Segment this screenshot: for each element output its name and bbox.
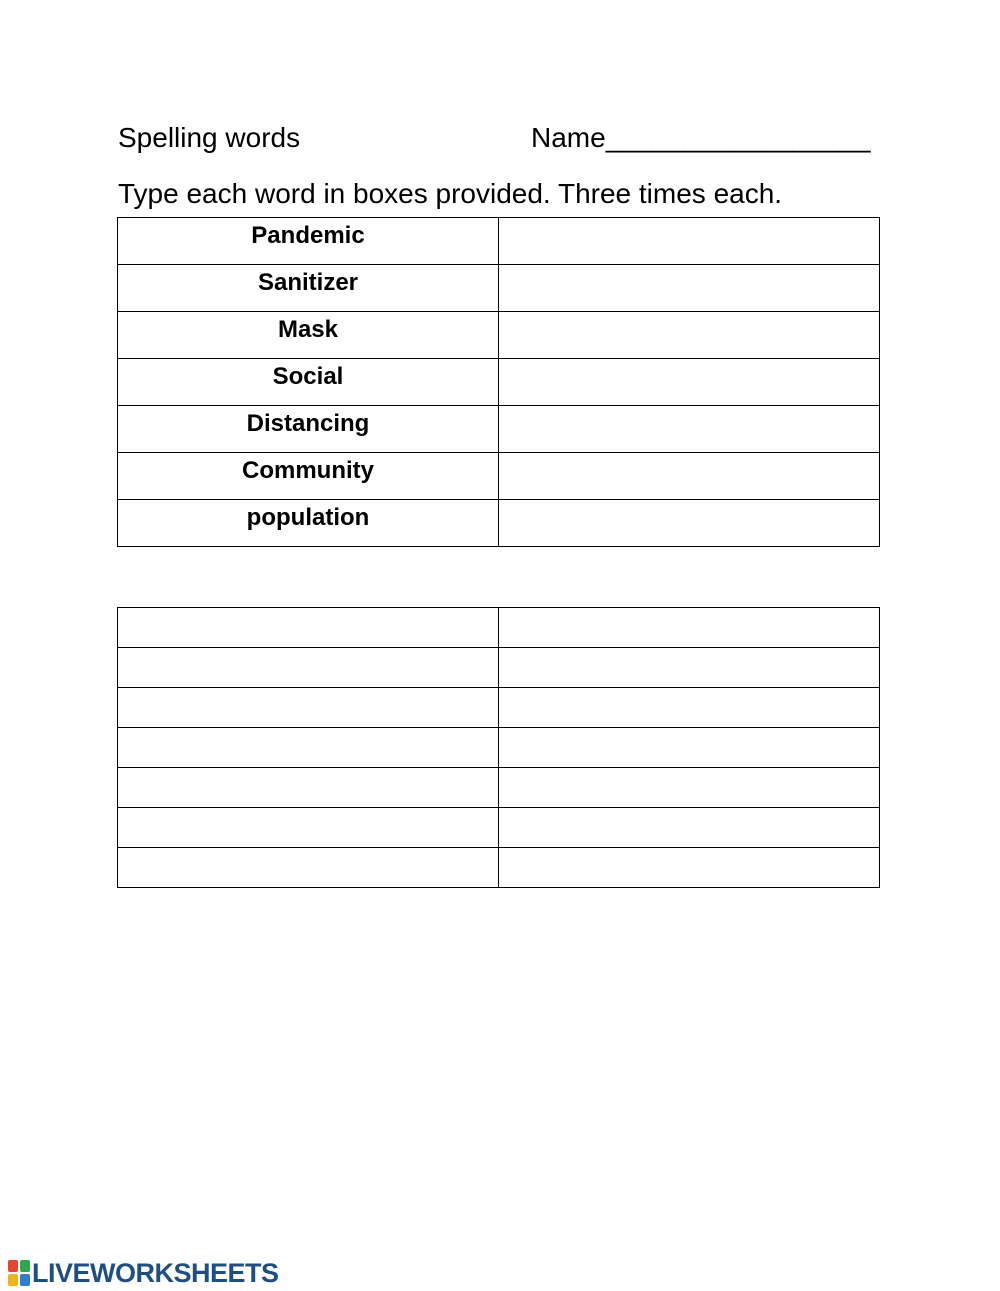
answer-box[interactable] xyxy=(499,808,880,848)
table-row xyxy=(118,500,880,547)
spelling-word: Distancing xyxy=(118,406,499,453)
table-row xyxy=(118,453,880,500)
answer-box[interactable] xyxy=(118,728,499,768)
liveworksheets-mark-icon xyxy=(8,1260,30,1286)
worksheet-header xyxy=(118,118,898,158)
answer-box[interactable] xyxy=(499,648,880,688)
answer-box[interactable] xyxy=(499,688,880,728)
table-row xyxy=(118,406,880,453)
table-row xyxy=(118,768,880,808)
worksheet-title: Spelling words xyxy=(118,122,301,153)
table-row xyxy=(118,218,880,265)
answer-box[interactable] xyxy=(499,359,880,406)
brand-name: LIVEWORKSHEETS xyxy=(32,1257,279,1288)
spelling-words-table xyxy=(117,217,880,547)
answer-box[interactable] xyxy=(499,312,880,359)
instructions-text: Type each word in boxes provided. Three times each. xyxy=(118,178,783,209)
table-row xyxy=(118,648,880,688)
spelling-word: population xyxy=(118,500,499,547)
table-row xyxy=(118,265,880,312)
answer-box[interactable] xyxy=(499,218,880,265)
answer-box[interactable] xyxy=(118,648,499,688)
answer-box[interactable] xyxy=(499,728,880,768)
answer-box[interactable] xyxy=(118,768,499,808)
answer-box[interactable] xyxy=(499,768,880,808)
answer-box[interactable] xyxy=(118,808,499,848)
spelling-word: Social xyxy=(118,359,499,406)
spelling-word: Mask xyxy=(118,312,499,359)
answer-box[interactable] xyxy=(499,406,880,453)
answer-box[interactable] xyxy=(118,848,499,888)
table-row xyxy=(118,848,880,888)
answer-box[interactable] xyxy=(499,453,880,500)
table-row xyxy=(118,808,880,848)
answer-box[interactable] xyxy=(499,500,880,547)
table-row xyxy=(118,312,880,359)
spelling-word: Pandemic xyxy=(118,218,499,265)
name-field-label: Name_________________ xyxy=(531,122,871,153)
table-row xyxy=(118,359,880,406)
spelling-word: Sanitizer xyxy=(118,265,499,312)
answer-box[interactable] xyxy=(118,608,499,648)
answer-box[interactable] xyxy=(499,265,880,312)
spelling-word: Community xyxy=(118,453,499,500)
practice-table xyxy=(117,607,880,888)
table-row xyxy=(118,728,880,768)
table-row xyxy=(118,608,880,648)
answer-box[interactable] xyxy=(499,608,880,648)
liveworksheets-logo xyxy=(8,1258,279,1288)
answer-box[interactable] xyxy=(499,848,880,888)
table-row xyxy=(118,688,880,728)
answer-box[interactable] xyxy=(118,688,499,728)
